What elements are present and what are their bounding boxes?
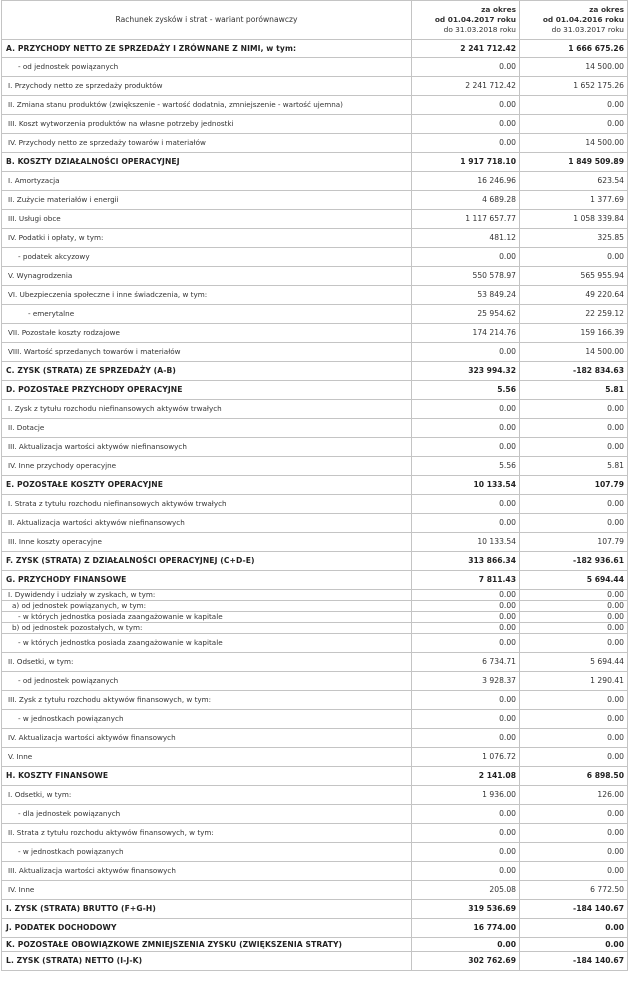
value-previous-period: 1 849 509.89 (520, 153, 628, 172)
row-label: V. Wynagrodzenia (2, 267, 412, 286)
value-current-period: 0.00 (412, 805, 520, 824)
value-previous-period: 0.00 (520, 590, 628, 601)
row-label: C. ZYSK (STRATA) ZE SPRZEDAŻY (A-B) (2, 362, 412, 381)
value-previous-period: 0.00 (520, 862, 628, 881)
row-label: III. Aktualizacja wartości aktywów niefinansowych (2, 438, 412, 457)
value-current-period: 1 117 657.77 (412, 210, 520, 229)
value-current-period: 0.00 (412, 612, 520, 623)
section-row (2, 767, 628, 786)
table-row (2, 601, 628, 612)
row-label: I. Przychody netto ze sprzedaży produktów (2, 77, 412, 96)
row-label: V. Inne (2, 748, 412, 767)
row-label: - od jednostek powiązanych (2, 58, 412, 77)
row-label: H. KOSZTY FINANSOWE (2, 767, 412, 786)
row-label: - w jednostkach powiązanych (2, 710, 412, 729)
period-current-from: od 01.04.2017 roku (434, 15, 516, 24)
row-label: F. ZYSK (STRATA) Z DZIAŁALNOŚCI OPERACYJNEJ (C+D-E) (2, 552, 412, 571)
row-label: III. Usługi obce (2, 210, 412, 229)
value-current-period: 10 133.54 (412, 476, 520, 495)
section-row (2, 476, 628, 495)
row-label: a) od jednostek powiązanych, w tym: (2, 601, 412, 612)
value-current-period: 0.00 (412, 248, 520, 267)
value-current-period: 0.00 (412, 938, 520, 952)
table-row (2, 305, 628, 324)
value-previous-period: 5.81 (520, 381, 628, 400)
section-row (2, 40, 628, 58)
table-row (2, 824, 628, 843)
row-label: II. Zmiana stanu produktów (zwiększenie - wartość dodatnia, zmniejszenie - wartość ujemna) (2, 96, 412, 115)
value-current-period: 1 917 718.10 (412, 153, 520, 172)
table-row (2, 286, 628, 305)
row-label: E. POZOSTAŁE KOSZTY OPERACYJNE (2, 476, 412, 495)
statement-rows (2, 40, 628, 971)
value-previous-period: 6 898.50 (520, 767, 628, 786)
value-previous-period: 0.00 (520, 115, 628, 134)
row-label: - w których jednostka posiada zaangażowanie w kapitale (2, 634, 412, 653)
table-row (2, 324, 628, 343)
table-row (2, 710, 628, 729)
value-current-period: 205.08 (412, 881, 520, 900)
table-row (2, 691, 628, 710)
table-row (2, 400, 628, 419)
row-label: G. PRZYCHODY FINANSOWE (2, 571, 412, 590)
period-previous-header (520, 1, 628, 40)
value-previous-period: 107.79 (520, 533, 628, 552)
row-label: D. POZOSTAŁE PRZYCHODY OPERACYJNE (2, 381, 412, 400)
section-row (2, 938, 628, 952)
table-row (2, 786, 628, 805)
table-row (2, 805, 628, 824)
value-previous-period: 1 058 339.84 (520, 210, 628, 229)
value-current-period: 319 536.69 (412, 900, 520, 919)
value-previous-period: 1 377.69 (520, 191, 628, 210)
value-previous-period: 5.81 (520, 457, 628, 476)
row-label: I. ZYSK (STRATA) BRUTTO (F+G-H) (2, 900, 412, 919)
value-previous-period: 5 694.44 (520, 571, 628, 590)
value-current-period: 1 936.00 (412, 786, 520, 805)
period-previous-to: do 31.03.2017 roku (551, 24, 624, 34)
row-label: IV. Inne przychody operacyjne (2, 457, 412, 476)
value-current-period: 313 866.34 (412, 552, 520, 571)
value-previous-period: -182 936.61 (520, 552, 628, 571)
row-label: III. Aktualizacja wartości aktywów finansowych (2, 862, 412, 881)
value-current-period: 0.00 (412, 58, 520, 77)
table-row (2, 248, 628, 267)
statement-title: Rachunek zysków i strat - wariant porównawczy (2, 1, 412, 40)
value-current-period: 4 689.28 (412, 191, 520, 210)
row-label: III. Inne koszty operacyjne (2, 533, 412, 552)
value-previous-period: 0.00 (520, 919, 628, 938)
row-label: II. Odsetki, w tym: (2, 653, 412, 672)
value-previous-period: 1 290.41 (520, 672, 628, 691)
value-current-period: 25 954.62 (412, 305, 520, 324)
value-previous-period: 0.00 (520, 495, 628, 514)
value-previous-period: 0.00 (520, 843, 628, 862)
value-previous-period: 22 259.12 (520, 305, 628, 324)
value-previous-period: 0.00 (520, 514, 628, 533)
value-previous-period: 14 500.00 (520, 58, 628, 77)
table-row (2, 229, 628, 248)
period-current-label: za okres (481, 5, 516, 15)
value-current-period: 174 214.76 (412, 324, 520, 343)
value-previous-period: 159 166.39 (520, 324, 628, 343)
row-label: II. Dotacje (2, 419, 412, 438)
table-row (2, 58, 628, 77)
period-current-to: do 31.03.2018 roku (443, 24, 516, 34)
table-row (2, 495, 628, 514)
income-statement-table (1, 0, 628, 971)
table-row (2, 612, 628, 623)
table-row (2, 881, 628, 900)
value-current-period: 0.00 (412, 590, 520, 601)
value-current-period: 16 774.00 (412, 919, 520, 938)
section-row (2, 362, 628, 381)
row-label: - od jednostek powiązanych (2, 672, 412, 691)
row-label: I. Zysk z tytułu rozchodu niefinansowych aktywów trwałych (2, 400, 412, 419)
value-current-period: 0.00 (412, 343, 520, 362)
row-label: - w jednostkach powiązanych (2, 843, 412, 862)
section-row (2, 381, 628, 400)
value-current-period: 0.00 (412, 862, 520, 881)
value-current-period: 0.00 (412, 729, 520, 748)
value-current-period: 0.00 (412, 843, 520, 862)
value-previous-period: 0.00 (520, 729, 628, 748)
value-previous-period: 1 666 675.26 (520, 40, 628, 58)
table-row (2, 623, 628, 634)
income-statement-sheet (1, 0, 627, 971)
value-previous-period: -182 834.63 (520, 362, 628, 381)
value-current-period: 0.00 (412, 419, 520, 438)
value-current-period: 3 928.37 (412, 672, 520, 691)
period-current-header (412, 1, 520, 40)
row-label: K. POZOSTAŁE OBOWIĄZKOWE ZMNIEJSZENIA ZYSKU (ZWIĘKSZENIA STRATY) (2, 938, 412, 952)
value-current-period: 5.56 (412, 381, 520, 400)
value-previous-period: -184 140.67 (520, 952, 628, 971)
section-row (2, 900, 628, 919)
value-previous-period: 325.85 (520, 229, 628, 248)
value-previous-period: 0.00 (520, 710, 628, 729)
value-current-period: 2 141.08 (412, 767, 520, 786)
value-current-period: 0.00 (412, 438, 520, 457)
value-current-period: 2 241 712.42 (412, 77, 520, 96)
value-current-period: 0.00 (412, 495, 520, 514)
value-previous-period: 6 772.50 (520, 881, 628, 900)
row-label: L. ZYSK (STRATA) NETTO (I-J-K) (2, 952, 412, 971)
section-row (2, 919, 628, 938)
row-label: II. Zużycie materiałów i energii (2, 191, 412, 210)
value-previous-period: 14 500.00 (520, 134, 628, 153)
value-current-period: 0.00 (412, 400, 520, 419)
row-label: VIII. Wartość sprzedanych towarów i materiałów (2, 343, 412, 362)
table-row (2, 862, 628, 881)
row-label: I. Amortyzacja (2, 172, 412, 191)
section-row (2, 952, 628, 971)
row-label: IV. Aktualizacja wartości aktywów finansowych (2, 729, 412, 748)
value-previous-period: 565 955.94 (520, 267, 628, 286)
value-previous-period: 0.00 (520, 805, 628, 824)
row-label: - dla jednostek powiązanych (2, 805, 412, 824)
table-row (2, 590, 628, 601)
table-row (2, 210, 628, 229)
value-current-period: 5.56 (412, 457, 520, 476)
table-row (2, 267, 628, 286)
row-label: VI. Ubezpieczenia społeczne i inne świadczenia, w tym: (2, 286, 412, 305)
value-current-period: 481.12 (412, 229, 520, 248)
row-label: - emerytalne (2, 305, 412, 324)
header-row (2, 1, 628, 40)
section-row (2, 571, 628, 590)
value-current-period: 0.00 (412, 134, 520, 153)
value-current-period: 16 246.96 (412, 172, 520, 191)
row-label: B. KOSZTY DZIAŁALNOŚCI OPERACYJNEJ (2, 153, 412, 172)
value-current-period: 323 994.32 (412, 362, 520, 381)
value-previous-period: 0.00 (520, 623, 628, 634)
value-previous-period: 1 652 175.26 (520, 77, 628, 96)
value-current-period: 2 241 712.42 (412, 40, 520, 58)
value-current-period: 0.00 (412, 96, 520, 115)
value-previous-period: 0.00 (520, 612, 628, 623)
period-previous-label: za okres (589, 5, 624, 15)
table-row (2, 419, 628, 438)
value-previous-period: 623.54 (520, 172, 628, 191)
section-row (2, 552, 628, 571)
table-row (2, 134, 628, 153)
row-label: IV. Przychody netto ze sprzedaży towarów i materiałów (2, 134, 412, 153)
row-label: VII. Pozostałe koszty rodzajowe (2, 324, 412, 343)
table-row (2, 457, 628, 476)
value-previous-period: 49 220.64 (520, 286, 628, 305)
row-label: - w których jednostka posiada zaangażowanie w kapitale (2, 612, 412, 623)
table-row (2, 115, 628, 134)
value-current-period: 0.00 (412, 710, 520, 729)
value-current-period: 0.00 (412, 691, 520, 710)
period-previous-from: od 01.04.2016 roku (542, 15, 624, 24)
table-row (2, 634, 628, 653)
value-previous-period: 0.00 (520, 938, 628, 952)
value-current-period: 0.00 (412, 601, 520, 612)
value-previous-period: 0.00 (520, 634, 628, 653)
value-previous-period: 0.00 (520, 601, 628, 612)
row-label: II. Strata z tytułu rozchodu aktywów finansowych, w tym: (2, 824, 412, 843)
value-current-period: 7 811.43 (412, 571, 520, 590)
value-previous-period: 0.00 (520, 248, 628, 267)
row-label: - podatek akcyzowy (2, 248, 412, 267)
table-row (2, 77, 628, 96)
section-row (2, 153, 628, 172)
row-label: J. PODATEK DOCHODOWY (2, 919, 412, 938)
table-row (2, 533, 628, 552)
row-label: I. Dywidendy i udziały w zyskach, w tym: (2, 590, 412, 601)
table-row (2, 653, 628, 672)
value-current-period: 0.00 (412, 824, 520, 843)
value-previous-period: 107.79 (520, 476, 628, 495)
row-label: A. PRZYCHODY NETTO ZE SPRZEDAŻY I ZRÓWNANE Z NIMI, w tym: (2, 40, 412, 58)
row-label: II. Aktualizacja wartości aktywów niefinansowych (2, 514, 412, 533)
value-current-period: 302 762.69 (412, 952, 520, 971)
value-current-period: 0.00 (412, 623, 520, 634)
value-previous-period: 0.00 (520, 96, 628, 115)
value-previous-period: -184 140.67 (520, 900, 628, 919)
value-previous-period: 14 500.00 (520, 343, 628, 362)
value-current-period: 10 133.54 (412, 533, 520, 552)
value-previous-period: 0.00 (520, 824, 628, 843)
value-current-period: 0.00 (412, 634, 520, 653)
value-previous-period: 126.00 (520, 786, 628, 805)
row-label: IV. Podatki i opłaty, w tym: (2, 229, 412, 248)
value-previous-period: 0.00 (520, 419, 628, 438)
value-current-period: 1 076.72 (412, 748, 520, 767)
table-row (2, 343, 628, 362)
table-row (2, 843, 628, 862)
table-row (2, 514, 628, 533)
value-previous-period: 0.00 (520, 748, 628, 767)
row-label: III. Koszt wytworzenia produktów na własne potrzeby jednostki (2, 115, 412, 134)
value-previous-period: 5 694.44 (520, 653, 628, 672)
table-row (2, 748, 628, 767)
row-label: I. Odsetki, w tym: (2, 786, 412, 805)
row-label: b) od jednostek pozostałych, w tym: (2, 623, 412, 634)
table-row (2, 191, 628, 210)
table-row (2, 172, 628, 191)
value-current-period: 550 578.97 (412, 267, 520, 286)
value-previous-period: 0.00 (520, 691, 628, 710)
table-row (2, 96, 628, 115)
value-previous-period: 0.00 (520, 438, 628, 457)
value-current-period: 53 849.24 (412, 286, 520, 305)
value-current-period: 0.00 (412, 514, 520, 533)
value-current-period: 6 734.71 (412, 653, 520, 672)
row-label: IV. Inne (2, 881, 412, 900)
row-label: I. Strata z tytułu rozchodu niefinansowych aktywów trwałych (2, 495, 412, 514)
row-label: III. Zysk z tytułu rozchodu aktywów finansowych, w tym: (2, 691, 412, 710)
table-row (2, 729, 628, 748)
value-current-period: 0.00 (412, 115, 520, 134)
table-row (2, 438, 628, 457)
table-row (2, 672, 628, 691)
value-previous-period: 0.00 (520, 400, 628, 419)
